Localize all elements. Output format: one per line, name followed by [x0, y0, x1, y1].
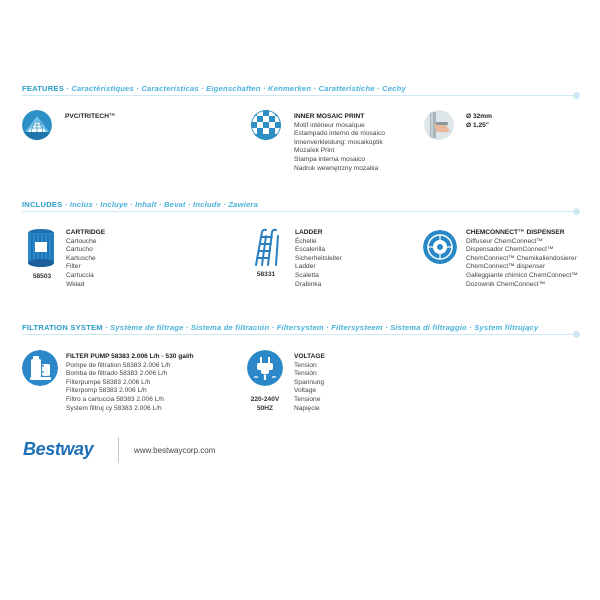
pump-line: Filterpomp 58383 2.006 L/h [66, 387, 147, 395]
ladder-line: Drabinka [295, 280, 322, 288]
bestway-logo: Bestway [23, 439, 94, 459]
power-plug-icon [247, 350, 283, 386]
features-langs: · Caractéristiques · Características · Eigenschaften · Kenmerken · Caratteristiche · Cechy [63, 84, 406, 93]
cartridge-code: 58503 [32, 273, 52, 280]
size-imperial: Ø 1.25" [466, 121, 489, 129]
voltage-line: Napięcie [294, 404, 320, 412]
features-title: FEATURES [22, 84, 64, 93]
voltage-frequency: 50HZ [256, 405, 274, 412]
chemconnect-line: Galleggiante chimico ChemConnect™ [466, 271, 578, 279]
ladder-label: LADDER [295, 229, 323, 236]
chemconnect-label: CHEMCONNECT™ DISPENSER [466, 229, 565, 236]
pump-line: Filtro a cartuccia 58383 2.006 L/h [66, 395, 164, 403]
mosaic-print-icon [251, 110, 281, 140]
filter-pump-icon [22, 350, 58, 386]
chemconnect-line: ChemConnect™ Chemikaliendosierer [466, 254, 577, 262]
voltage-line: Tensione [294, 395, 321, 403]
ladder-line: Escalerilla [295, 246, 326, 254]
includes-title: INCLUDES [22, 200, 63, 209]
includes-rule [22, 211, 578, 212]
chemconnect-line: ChemConnect™ dispenser [466, 263, 546, 271]
includes-heading [22, 200, 600, 214]
voltage-line: Tension [294, 361, 317, 369]
ladder-icon [252, 228, 282, 266]
ladder-line: Ladder [295, 263, 316, 271]
pump-line: Pompe de filtration 58383 2.006 L/h [66, 361, 171, 369]
cartridge-line: Filter [66, 263, 81, 271]
filtration-langs: · Système de filtrage · Sistema de filtración · Filtersystem · Filtersysteem · Sistema di filtraggio · System filtrujący [102, 323, 539, 332]
size-metric: Ø 32mm [466, 113, 493, 120]
filtration-rule [22, 334, 578, 335]
footer-divider [118, 437, 119, 463]
mosaic-line: Motif intérieur mosaïque [294, 121, 365, 129]
mosaic-line: Estampado interno de mosaico [294, 130, 385, 138]
features-rule-dot [573, 92, 580, 99]
cartridge-line: Wkład [66, 280, 85, 288]
chemconnect-line: Dispensador ChemConnect™ [466, 246, 554, 254]
pvc-layers-icon [22, 110, 52, 140]
cartridge-line: Kartusche [66, 254, 96, 262]
voltage-line: Tensión [294, 370, 317, 378]
voltage-range: 220-240V [250, 396, 280, 403]
pvc-label: PVC/TRITECH™ [65, 113, 116, 120]
filtration-rule-dot [573, 331, 580, 338]
voltage-line: Voltage [294, 387, 316, 395]
voltage-label: VOLTAGE [294, 353, 325, 360]
mosaic-line: Stampa interna mosaico [294, 155, 366, 163]
mosaic-line: Nadruk wewnętrzny mozaika [294, 164, 379, 172]
ladder-line: Scaletta [295, 271, 319, 279]
chemconnect-line: Diffuseur ChemConnect™ [466, 237, 543, 245]
features-rule [22, 95, 578, 96]
mosaic-label: INNER MOSAIC PRINT [294, 113, 365, 120]
ladder-code: 58331 [256, 271, 276, 278]
pipe-diameter-icon [424, 110, 454, 140]
filtration-heading [22, 323, 600, 337]
cartridge-line: Cartucho [66, 246, 93, 254]
includes-rule-dot [573, 208, 580, 215]
pump-line: Bomba de filtrado 58383 2.006 L/h [66, 370, 168, 378]
pump-label: FILTER PUMP 58383 2.006 L/h - 530 gal/h [66, 353, 194, 360]
mosaic-line: Mozaïek Print [294, 147, 335, 155]
pump-line: Filterpumpe 58383 2.006 L/h [66, 378, 151, 386]
cartridge-line: Cartouche [66, 237, 97, 245]
pump-line: System filtruj cy 58383 2.006 L/h [66, 404, 162, 412]
mosaic-line: Innenverkleidung: mosaikoptik [294, 138, 383, 146]
cartridge-icon [27, 228, 55, 268]
ladder-line: Échelle [295, 237, 317, 245]
includes-langs: · Inclus · Incluye · Inhalt · Bevat · Include · Zawiera [62, 200, 259, 209]
cartridge-line: Cartuccia [66, 271, 94, 279]
cartridge-label: CARTRIDGE [66, 229, 106, 236]
chemconnect-dispenser-icon [423, 230, 457, 264]
features-heading [22, 84, 600, 98]
voltage-line: Spannung [294, 378, 325, 386]
filtration-title: FILTRATION SYSTEM [22, 323, 103, 332]
website-link[interactable]: www.bestwaycorp.com [134, 446, 216, 455]
chemconnect-line: Dozownik ChemConnect™ [466, 280, 546, 288]
ladder-line: Sicherheitsleiter [295, 254, 342, 262]
